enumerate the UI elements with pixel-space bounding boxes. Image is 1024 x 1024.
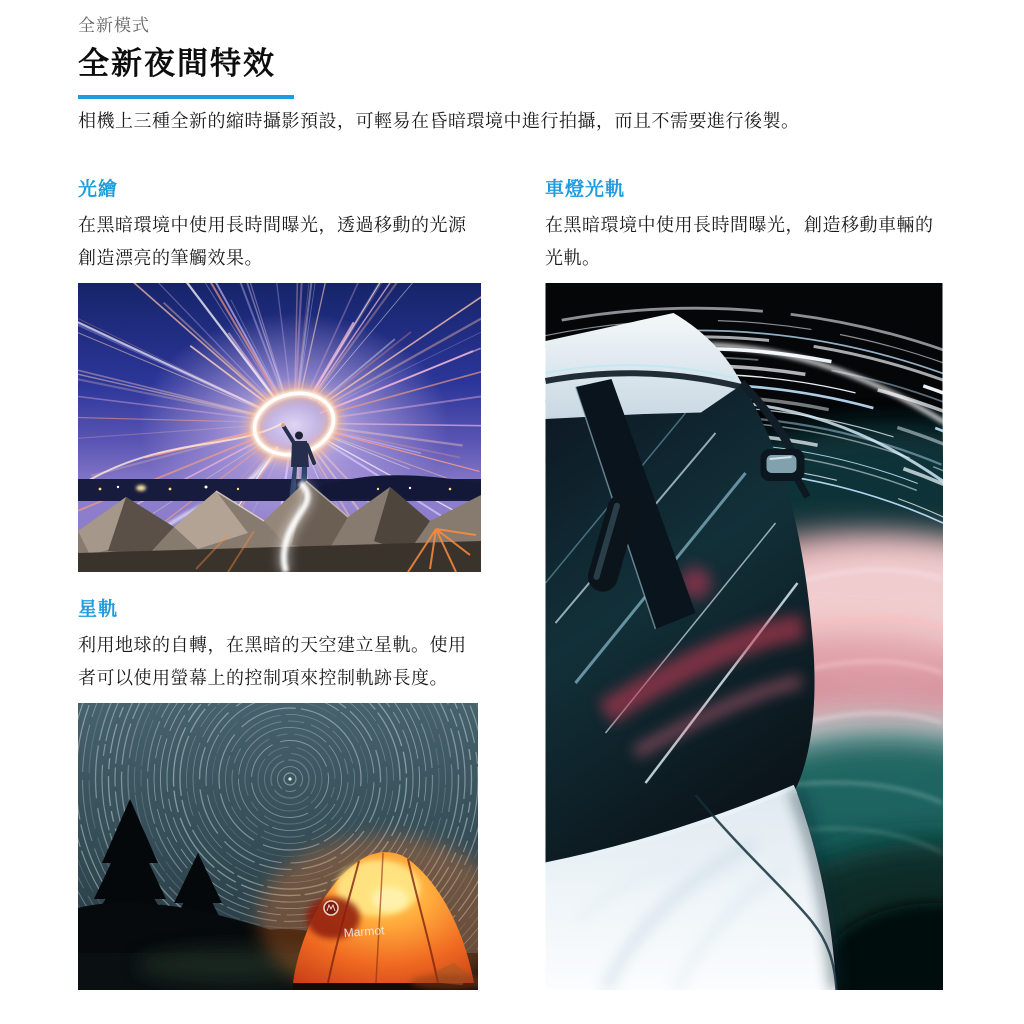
tent-brand-text: Marmot [343,923,385,940]
car-light-trails-photo [545,283,945,990]
left-column [78,177,481,990]
light-painting-photo [78,283,481,572]
car-light-trails-illustration [545,283,943,990]
section-heading-car-light-trails: 車燈光軌 [545,179,626,200]
star-trails-illustration [78,703,478,990]
right-column [545,177,945,990]
section-heading-light-painting: 光繪 [78,179,119,200]
section-body-car-light-trails: 在黑暗環境中使用長時間曝光，創造移動車輛的光軌。 [545,215,934,268]
intro-text: 相機上三種全新的縮時攝影預設，可輕易在昏暗環境中進行拍攝，而且不需要進行後製。 [78,111,800,131]
light-painting-illustration [78,283,481,572]
star-trails-photo [78,703,481,990]
section-star-trails [78,597,481,990]
section-body-star-trails: 利用地球的自轉，在黑暗的天空建立星軌。使用者可以使用螢幕上的控制項來控制軌跡長度。 [78,635,467,688]
section-body-light-painting: 在黑暗環境中使用長時間曝光，透過移動的光源創造漂亮的筆觸效果。 [78,215,467,268]
section-heading-star-trails: 星軌 [78,599,119,620]
section-light-painting [78,177,481,572]
eyebrow-label: 全新模式 [78,16,150,35]
page-title: 全新夜間特效 [78,46,276,81]
section-car-light-trails [545,177,945,990]
title-underline [78,95,294,99]
